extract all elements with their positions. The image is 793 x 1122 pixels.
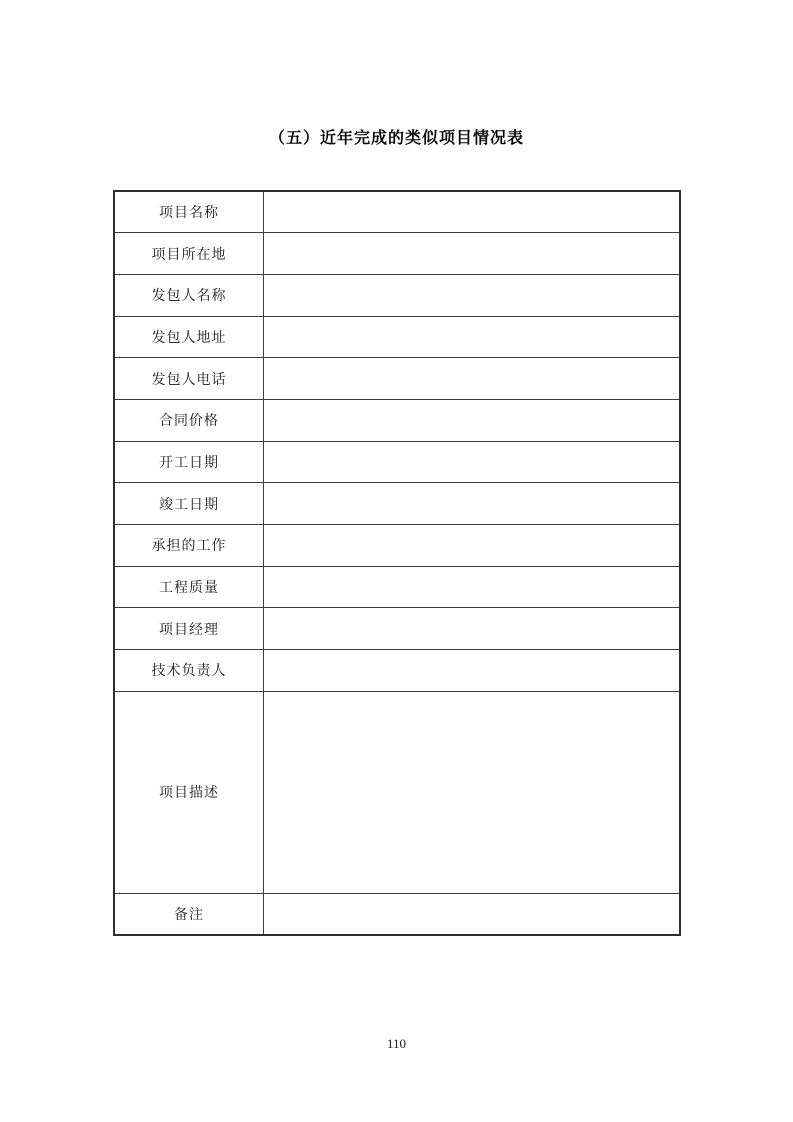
table-row bbox=[114, 525, 680, 567]
row-value-cell[interactable] bbox=[264, 191, 681, 233]
table-row bbox=[114, 399, 680, 441]
row-value-cell[interactable] bbox=[264, 358, 681, 400]
row-value-cell[interactable] bbox=[264, 893, 681, 935]
row-value-cell[interactable] bbox=[264, 399, 681, 441]
row-label: 竣工日期 bbox=[114, 483, 264, 525]
row-label: 承担的工作 bbox=[114, 525, 264, 567]
table-row bbox=[114, 274, 680, 316]
row-label: 项目名称 bbox=[114, 191, 264, 233]
page-title: （五）近年完成的类似项目情况表 bbox=[268, 130, 524, 147]
row-label: 项目描述 bbox=[114, 691, 264, 893]
row-value-cell[interactable] bbox=[264, 441, 681, 483]
row-label: 工程质量 bbox=[114, 566, 264, 608]
row-label: 发包人名称 bbox=[114, 274, 264, 316]
table-row bbox=[114, 483, 680, 525]
row-label: 合同价格 bbox=[114, 399, 264, 441]
row-value-cell[interactable] bbox=[264, 525, 681, 567]
row-label: 项目经理 bbox=[114, 608, 264, 650]
row-label: 技术负责人 bbox=[114, 650, 264, 692]
row-value-cell[interactable] bbox=[264, 274, 681, 316]
project-table-body bbox=[114, 191, 680, 935]
table-row bbox=[114, 691, 680, 893]
table-row bbox=[114, 566, 680, 608]
row-value-cell[interactable] bbox=[264, 233, 681, 275]
table-row bbox=[114, 608, 680, 650]
table-row bbox=[114, 441, 680, 483]
row-value-cell[interactable] bbox=[264, 566, 681, 608]
row-label: 备注 bbox=[114, 893, 264, 935]
row-value-cell[interactable] bbox=[264, 483, 681, 525]
page-number: 110 bbox=[386, 1036, 407, 1051]
table-row bbox=[114, 893, 680, 935]
row-value-cell[interactable] bbox=[264, 691, 681, 893]
table-row bbox=[114, 358, 680, 400]
row-label: 发包人地址 bbox=[114, 316, 264, 358]
table-row bbox=[114, 650, 680, 692]
table-row bbox=[114, 191, 680, 233]
row-value-cell[interactable] bbox=[264, 316, 681, 358]
similar-projects-table bbox=[113, 190, 681, 936]
row-label: 发包人电话 bbox=[114, 358, 264, 400]
row-value-cell[interactable] bbox=[264, 608, 681, 650]
row-value-cell[interactable] bbox=[264, 650, 681, 692]
row-label: 项目所在地 bbox=[114, 233, 264, 275]
table-row bbox=[114, 316, 680, 358]
row-label: 开工日期 bbox=[114, 441, 264, 483]
table-row bbox=[114, 233, 680, 275]
